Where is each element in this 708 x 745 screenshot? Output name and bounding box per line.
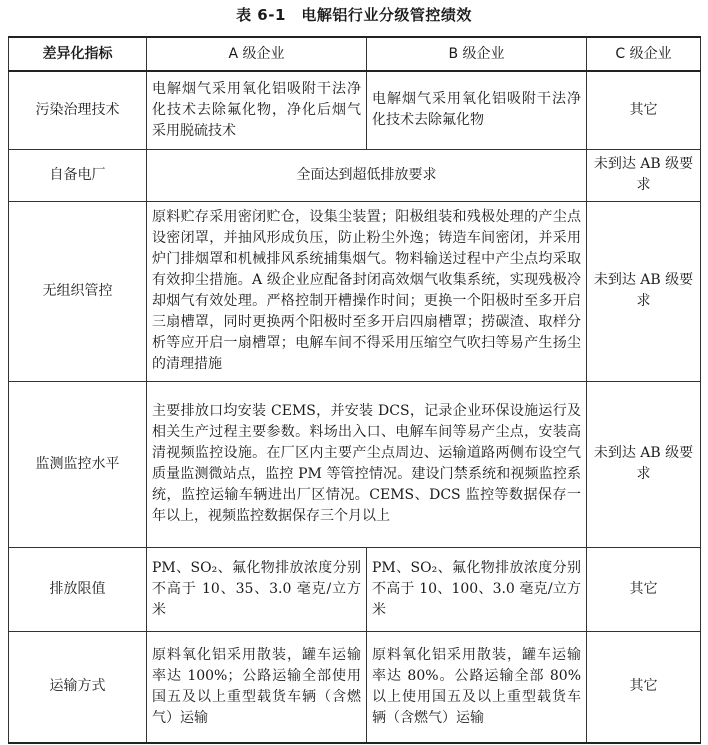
cell-grade-c: 未到达 AB 级要求 [587,149,701,201]
table-row [9,201,701,381]
cell-grade-b: PM、SO₂、氟化物排放浓度分别不高于 10、100、3.0 毫克/立方米 [367,547,587,631]
row-label: 污染治理技术 [9,71,147,149]
row-label: 无组织管控 [9,201,147,381]
row-label: 运输方式 [9,631,147,743]
cell-grade-a: 电解烟气采用氧化铝吸附干法净化技术去除氟化物，净化后烟气采用脱硫技术 [147,71,367,149]
header-grade-c: C 级企业 [587,37,701,71]
header-row [9,37,701,71]
cell-grade-ab: 全面达到超低排放要求 [147,149,587,201]
cell-grade-a: PM、SO₂、氟化物排放浓度分别不高于 10、35、3.0 毫克/立方米 [147,547,367,631]
cell-grade-b: 原料氧化铝采用散装，罐车运输率达 80%。公路运输全部 80% 以上使用国五及以上重型载货车辆（含燃气）运输 [367,631,587,743]
table-row [9,71,701,149]
row-label: 自备电厂 [9,149,147,201]
table-row [9,547,701,631]
cell-grade-c: 其它 [587,71,701,149]
cell-grade-ab: 主要排放口均安装 CEMS，并安装 DCS，记录企业环保设施运行及相关生产过程主要参数。料场出入口、电解车间等易产尘点，安装高清视频监控设施。在厂区内主要产尘点周边、运输道路两侧布设空气质量监测微站点，监控 PM 等管控情况。建设门禁系统和视频监控系统，监控运输车辆进出厂区情况。CEMS、DCS 监控等数据保存一年以上，视频监控数据保存三个月以上 [147,381,587,547]
performance-table [8,36,701,744]
cell-grade-ab: 原料贮存采用密闭贮仓，设集尘装置；阳极组装和残极处理的产尘点设密闭罩，并抽风形成负压，防止粉尘外逸；铸造车间密闭，并采用炉门排烟罩和机械排风系统捕集烟气。物料输送过程中产尘点均采取有效抑尘措施。A 级企业应配备封闭高效烟气收集系统，实现残极冷却烟气有效处理。严格控制开槽操作时间；更换一个阳极时至多开启三扇槽罩，同时更换两个阳极时至多开启四扇槽罩；捞碳渣、取样分析等应开启一扇槽罩；电解车间不得采用压缩空气吹扫等易产生扬尘的清理措施 [147,201,587,381]
cell-grade-b: 电解烟气采用氧化铝吸附干法净化技术去除氟化物 [367,71,587,149]
table-row [9,149,701,201]
table-row [9,631,701,743]
table-row [9,381,701,547]
cell-grade-c: 未到达 AB 级要求 [587,201,701,381]
cell-grade-c: 其它 [587,547,701,631]
row-label: 监测监控水平 [9,381,147,547]
row-label: 排放限值 [9,547,147,631]
cell-grade-c: 未到达 AB 级要求 [587,381,701,547]
header-indicator: 差异化指标 [9,37,147,71]
cell-grade-c: 其它 [587,631,701,743]
cell-grade-a: 原料氧化铝采用散装，罐车运输率达 100%；公路运输全部使用国五及以上重型载货车辆（含燃气）运输 [147,631,367,743]
header-grade-b: B 级企业 [367,37,587,71]
table-title: 表 6-1 电解铝行业分级管控绩效 [236,6,472,24]
header-grade-a: A 级企业 [147,37,367,71]
